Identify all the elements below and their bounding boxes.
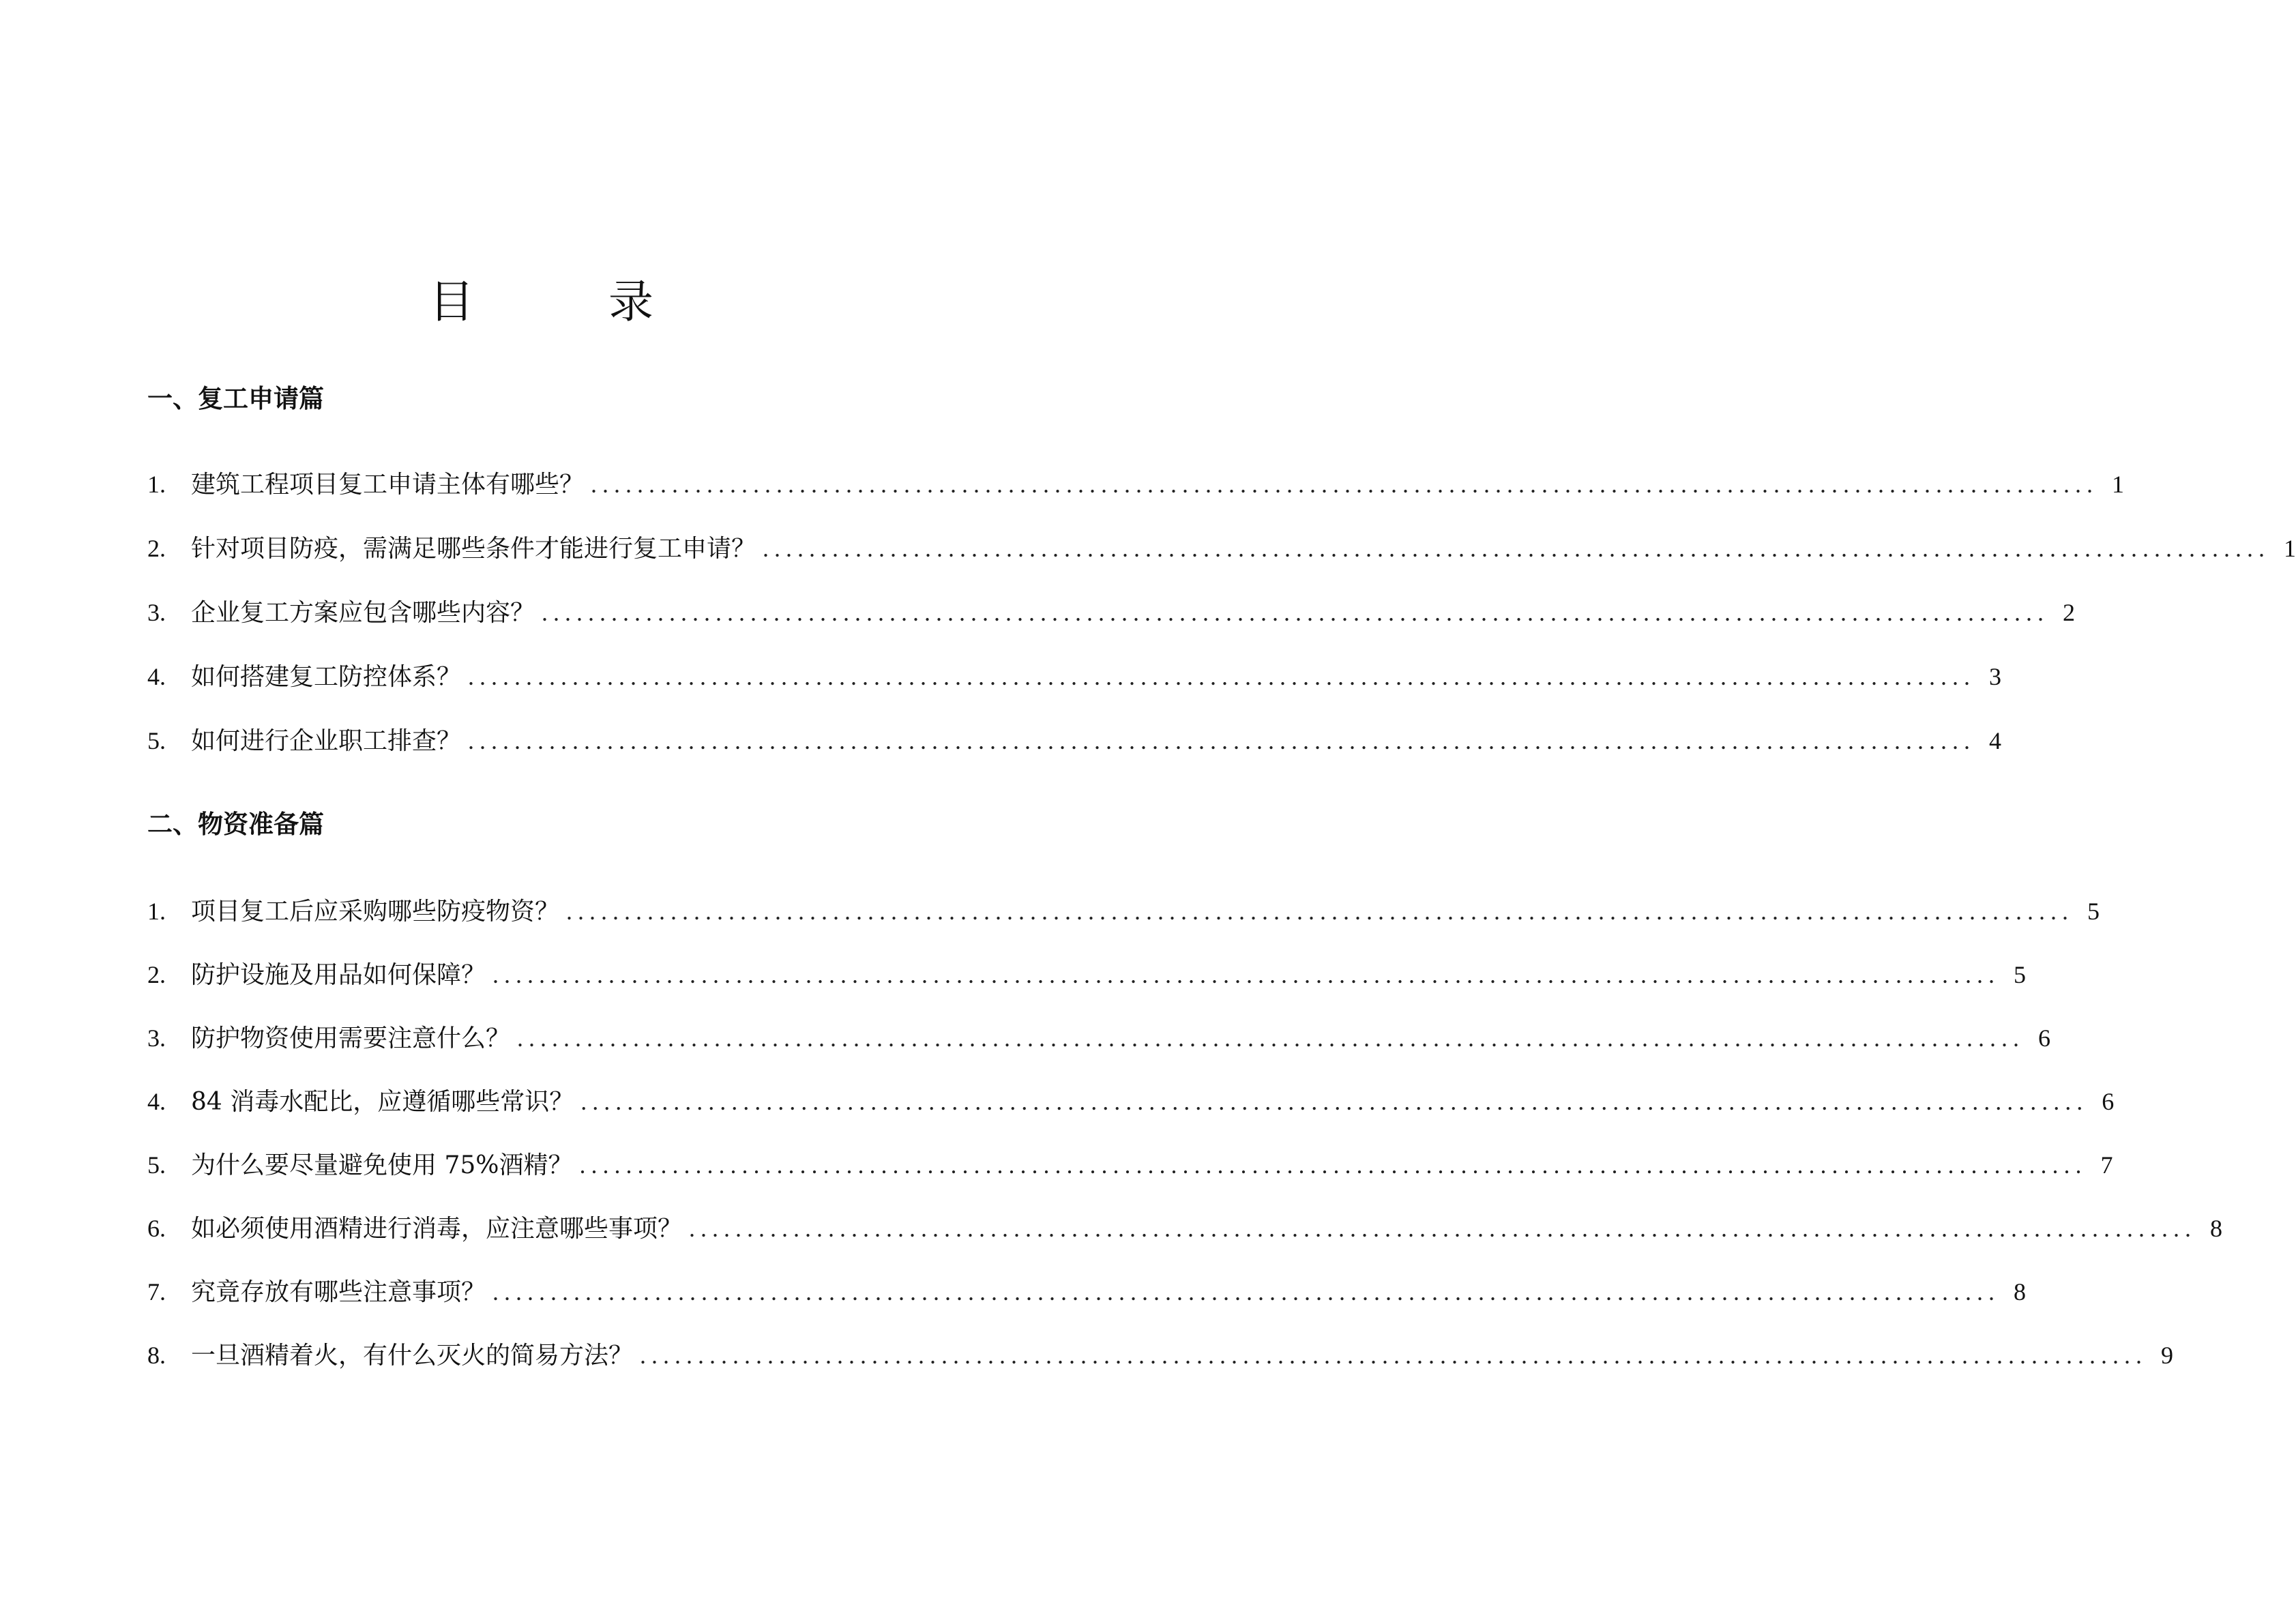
- toc-entry-title: 为什么要尽量避免使用 75%酒精？: [191, 1151, 573, 1179]
- toc-entry[interactable]: [147, 467, 2125, 502]
- toc-entry-page: 4: [1989, 727, 2002, 754]
- toc-entry[interactable]: [147, 1020, 2051, 1056]
- toc-entry-number: 4.: [147, 663, 166, 690]
- toc-entry[interactable]: [147, 1338, 2174, 1373]
- toc-entry-page: 6: [2102, 1088, 2115, 1115]
- toc-entry[interactable]: [147, 659, 2002, 694]
- toc-entry[interactable]: [147, 531, 2296, 566]
- toc-leader-dots: ..................................................................................................................................: [492, 1278, 2001, 1305]
- toc-entry[interactable]: [147, 1147, 2113, 1183]
- toc-entry-page: 1: [2112, 471, 2125, 498]
- toc-entry-number: 5.: [147, 727, 166, 754]
- toc-entry-title: 一旦酒精着火，有什么灭火的简易方法？: [191, 1342, 634, 1370]
- toc-entry-number: 1.: [147, 471, 166, 498]
- toc-entry-number: 6.: [147, 1215, 166, 1242]
- toc-entry-page: 9: [2161, 1342, 2174, 1369]
- toc-entry[interactable]: [147, 723, 2002, 758]
- toc-entry-number: 3.: [147, 599, 166, 626]
- toc-entry-title: 针对项目防疫，需满足哪些条件才能进行复工申请？: [191, 535, 756, 563]
- toc-entry-title: 防护设施及用品如何保障？: [191, 961, 486, 989]
- toc-leader-dots: ..................................................................................................................................: [763, 535, 2271, 562]
- toc-entry-title: 防护物资使用需要注意什么？: [191, 1024, 511, 1052]
- toc-entry-page: 5: [2014, 961, 2027, 988]
- toc-entry-number: 5.: [147, 1151, 166, 1179]
- toc-entry-title: 项目复工后应采购哪些防疫物资？: [191, 898, 560, 926]
- toc-entry-title: 如何搭建复工防控体系？: [191, 663, 462, 691]
- toc-entry-title: 企业复工方案应包含哪些内容？: [191, 599, 535, 627]
- toc-leader-dots: ..................................................................................................................................: [640, 1342, 2148, 1369]
- toc-entry-page: 1: [2284, 535, 2296, 562]
- toc-leader-dots: ..................................................................................................................................: [579, 1151, 2087, 1179]
- toc-entry-page: 5: [2087, 898, 2100, 925]
- toc-entry-page: 6: [2038, 1024, 2051, 1052]
- toc-leader-dots: ..................................................................................................................................: [580, 1088, 2089, 1115]
- toc-entry-title: 84 消毒水配比，应遵循哪些常识？: [191, 1088, 574, 1116]
- toc-entry[interactable]: [147, 894, 2100, 929]
- toc-entry-page: 8: [2014, 1278, 2027, 1305]
- toc-leader-dots: ..................................................................................................................................: [566, 898, 2074, 925]
- toc-leader-dots: ..................................................................................................................................: [591, 471, 2099, 498]
- toc-entry[interactable]: [147, 1084, 2115, 1119]
- toc-entry-number: 8.: [147, 1342, 166, 1369]
- toc-leader-dots: ..................................................................................................................................: [689, 1215, 2197, 1242]
- page-title: 目 录: [429, 276, 713, 328]
- toc-entry-title: 如何进行企业职工排查？: [191, 727, 462, 755]
- section-heading-supplies: 二、物资准备篇: [147, 810, 324, 839]
- toc-entry-title: 如必须使用酒精进行消毒，应注意哪些事项？: [191, 1215, 683, 1243]
- toc-entry-page: 8: [2210, 1215, 2223, 1242]
- toc-entry-number: 4.: [147, 1088, 166, 1115]
- toc-entry-page: 2: [2063, 599, 2076, 626]
- toc-leader-dots: ..................................................................................................................................: [468, 727, 1976, 754]
- toc-entry-number: 3.: [147, 1024, 166, 1052]
- toc-leader-dots: ..................................................................................................................................: [492, 961, 2001, 988]
- toc-entry[interactable]: [147, 1211, 2223, 1246]
- toc-entry-page: 3: [1989, 663, 2002, 690]
- toc-entry-page: 7: [2100, 1151, 2113, 1179]
- toc-entry[interactable]: [147, 957, 2027, 992]
- toc-entry-title: 建筑工程项目复工申请主体有哪些？: [191, 471, 585, 499]
- toc-entry[interactable]: [147, 595, 2076, 630]
- section-heading-resumption: 一、复工申请篇: [147, 384, 324, 413]
- toc-leader-dots: ..................................................................................................................................: [468, 663, 1976, 690]
- toc-entry-number: 2.: [147, 961, 166, 988]
- toc-leader-dots: ..................................................................................................................................: [542, 599, 2050, 626]
- toc-entry-title: 究竟存放有哪些注意事项？: [191, 1278, 486, 1306]
- toc-entry-number: 2.: [147, 535, 166, 562]
- toc-entry[interactable]: [147, 1274, 2027, 1310]
- toc-entry-number: 7.: [147, 1278, 166, 1305]
- toc-entry-number: 1.: [147, 898, 166, 925]
- toc-leader-dots: ..................................................................................................................................: [517, 1024, 2025, 1052]
